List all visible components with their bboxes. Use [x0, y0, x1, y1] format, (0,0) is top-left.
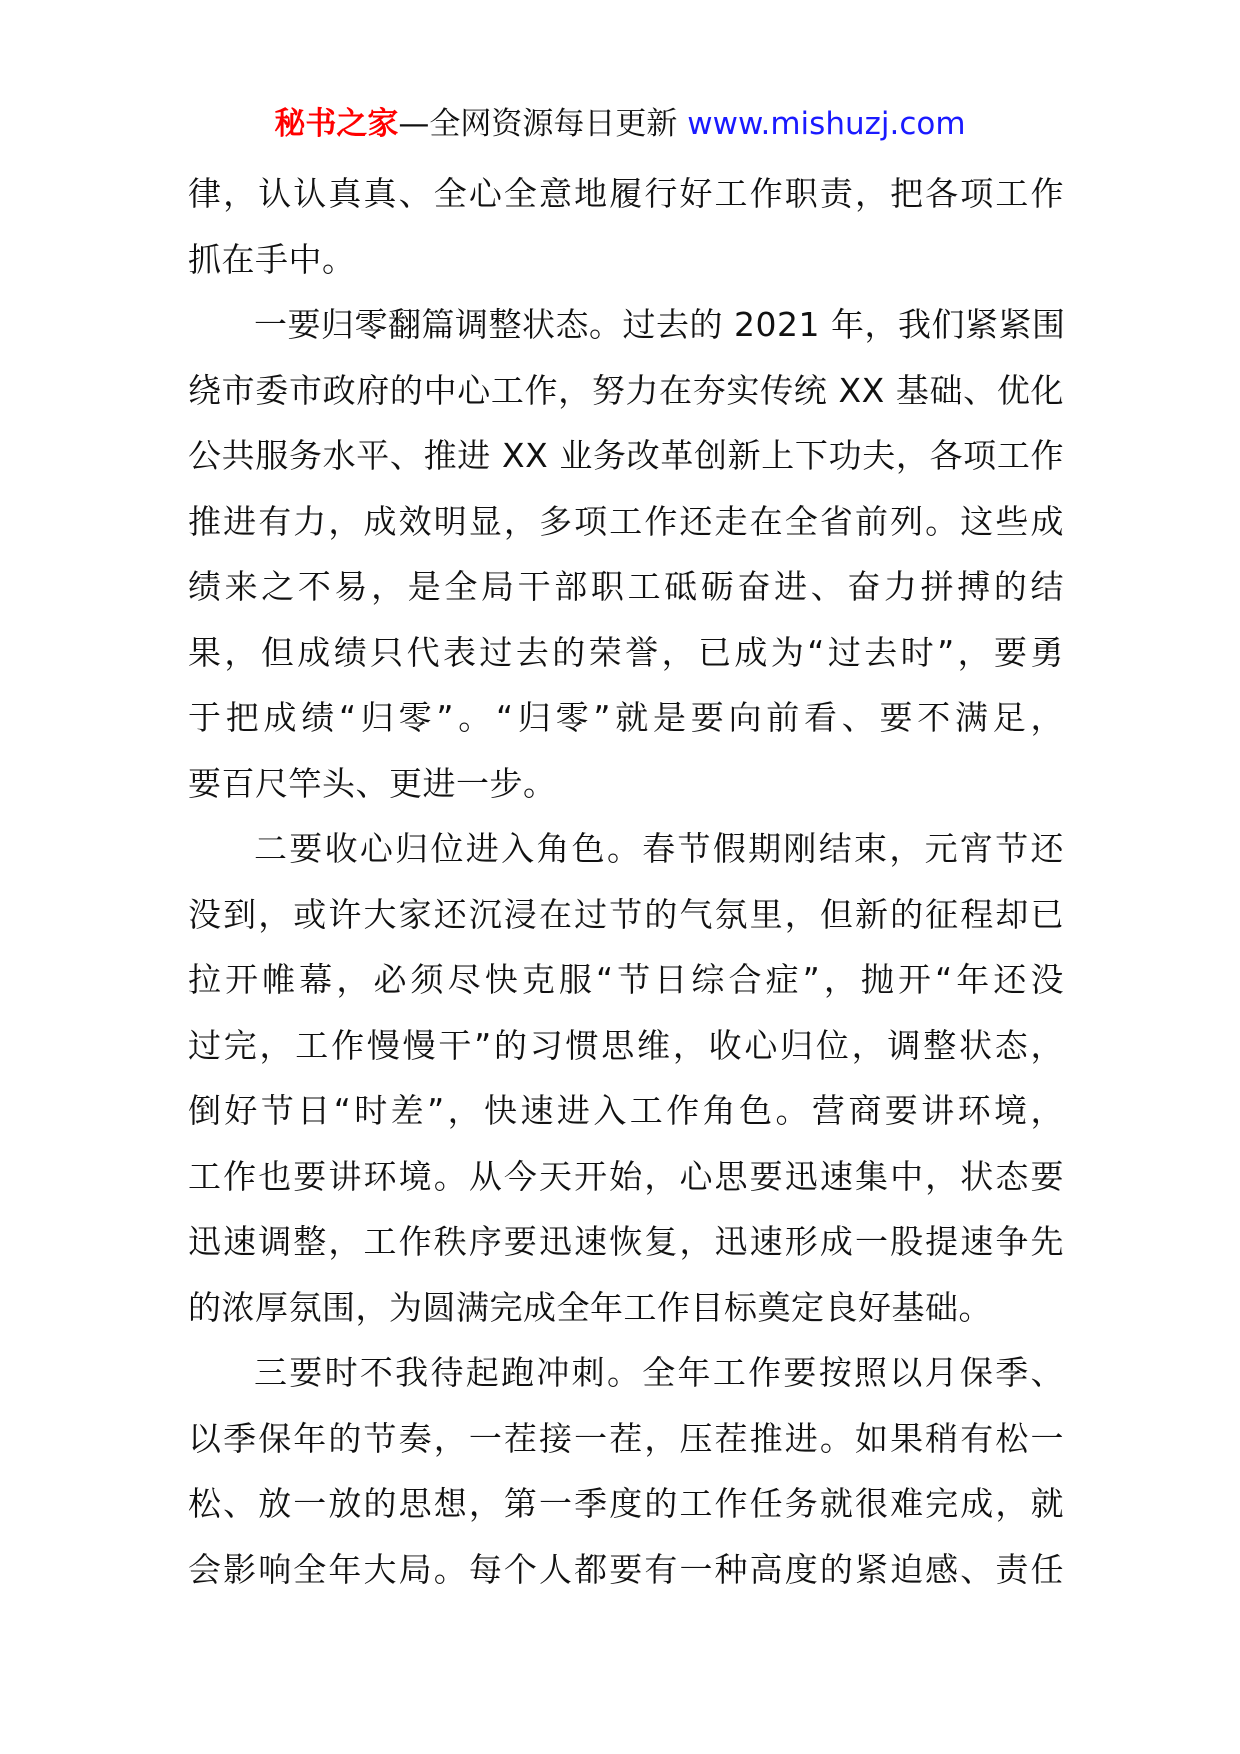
text-line: 没到，或许大家还沉浸在过节的气氛里，但新的征程却已	[188, 894, 1064, 934]
paragraph-start-line: 三要时不我待起跑冲刺。全年工作要按照以月保季、	[254, 1353, 1064, 1392]
document-body	[188, 161, 1064, 1602]
header-url-link[interactable]: www.mishuzj.com	[687, 106, 966, 142]
page-header	[0, 102, 1240, 146]
text-line: 绕市委市政府的中心工作，努力在夯实传统 XX 基础、优化	[188, 370, 1064, 410]
text-line: 倒好节日“时差”，快速进入工作角色。营商要讲环境，	[188, 1091, 1064, 1130]
text-line: 迅速调整，工作秩序要迅速恢复，迅速形成一股提速争先	[188, 1222, 1064, 1261]
text-line: 拉开帷幕，必须尽快克服“节日综合症”，抛开“年还没	[188, 960, 1064, 999]
text-line: 公共服务水平、推进 XX 业务改革创新上下功夫，各项工作	[188, 436, 1064, 475]
text-line: 以季保年的节奏，一茬接一茬，压茬推进。如果稍有松一	[188, 1418, 1064, 1458]
text-line: 推进有力，成效明显，多项工作还走在全省前列。这些成	[188, 501, 1064, 541]
text-line: 过完，工作慢慢干”的习惯思维，收心归位，调整状态，	[188, 1025, 1064, 1065]
text-line: 要百尺竿头、更进一步。	[188, 763, 557, 803]
text-line: 会影响全年大局。每个人都要有一种高度的紧迫感、责任	[188, 1549, 1064, 1589]
header-slogan: —全网资源每日更新	[398, 106, 688, 142]
text-line: 绩来之不易，是全局干部职工砥砺奋进、奋力拼搏的结	[188, 567, 1064, 606]
text-line: 果，但成绩只代表过去的荣誉，已成为“过去时”，要勇	[188, 632, 1064, 672]
text-line: 抓在手中。	[188, 239, 356, 279]
text-line: 于把成绩“归零”。“归零”就是要向前看、要不满足，	[188, 698, 1064, 737]
text-line: 律，认认真真、全心全意地履行好工作职责，把各项工作	[188, 174, 1064, 213]
header-brand: 秘书之家	[274, 106, 399, 142]
paragraph-start-line: 一要归零翻篇调整状态。过去的 2021 年，我们紧紧围	[254, 305, 1066, 344]
paragraph-start-line: 二要收心归位进入角色。春节假期刚结束，元宵节还	[254, 829, 1064, 868]
text-line: 的浓厚氛围，为圆满完成全年工作目标奠定良好基础。	[188, 1287, 992, 1327]
text-line: 工作也要讲环境。从今天开始，心思要迅速集中，状态要	[188, 1156, 1064, 1196]
text-line: 松、放一放的思想，第一季度的工作任务就很难完成，就	[188, 1484, 1064, 1523]
